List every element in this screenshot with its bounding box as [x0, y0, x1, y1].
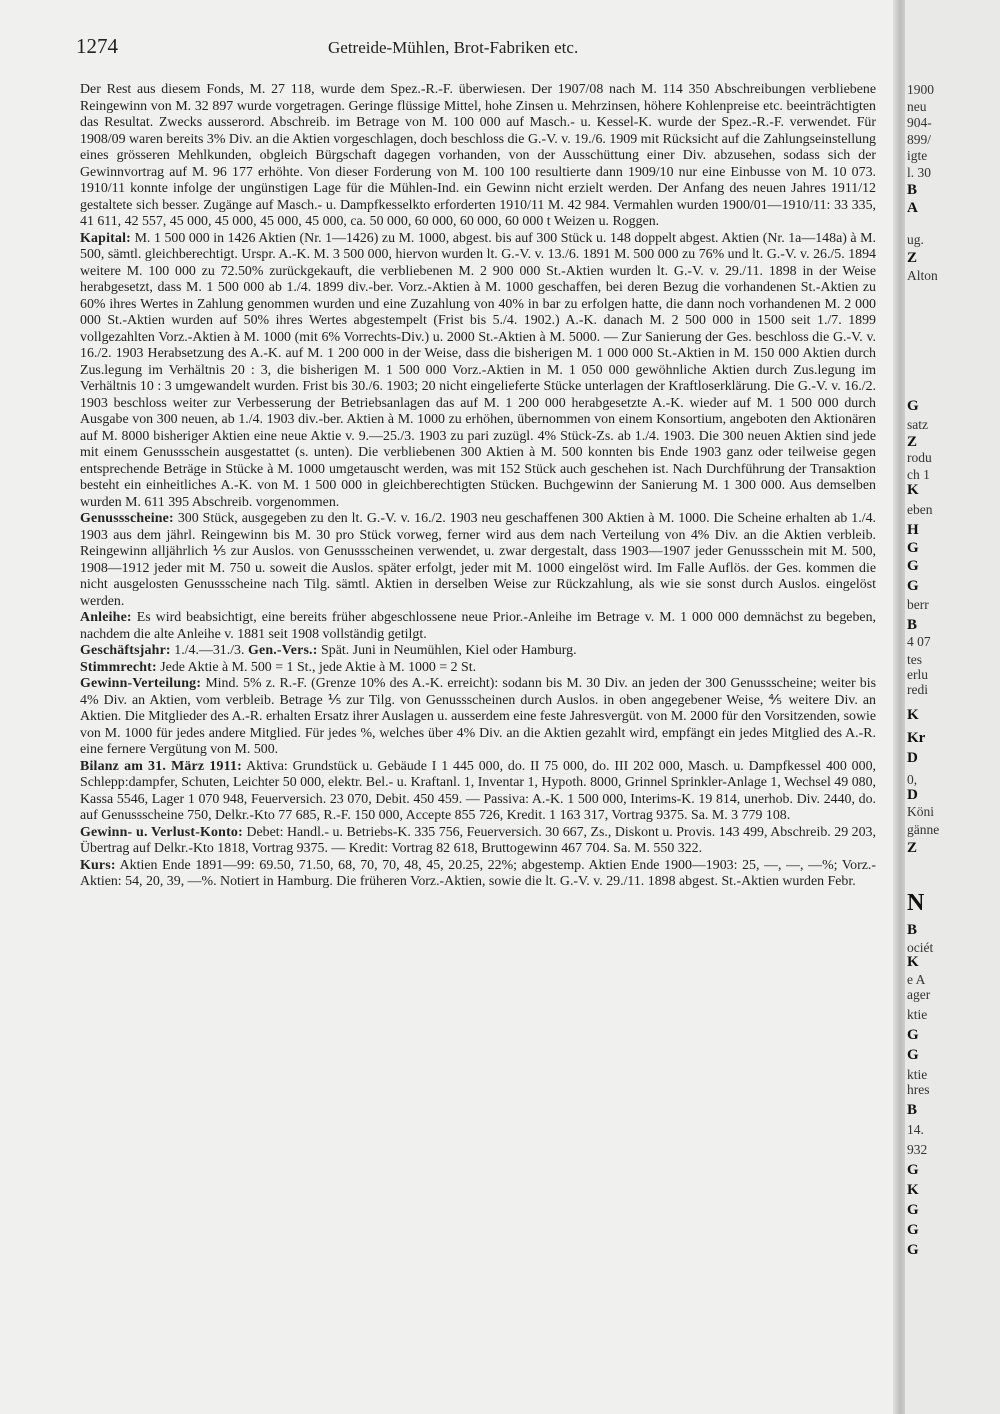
- section-label: Bilanz am 31. März 1911:: [80, 758, 242, 774]
- adjacent-page-fragment: G: [907, 540, 919, 556]
- paragraph: [80, 231, 876, 512]
- adjacent-page-fragment: l. 30: [907, 165, 932, 180]
- adjacent-page-fragment: H: [907, 522, 919, 538]
- adjacent-page-fragment: Z: [907, 434, 918, 450]
- adjacent-page-fragment: G: [907, 558, 919, 574]
- adjacent-page-fragment: eben: [907, 502, 933, 517]
- paragraph-text: 300 Stück, ausgegeben zu den lt. G.-V. v. 16./2. 1903 neu geschaffenen 300 Aktien à M. 1000. Die Scheine erhalten ab 1./4. 1903 aus dem jährl. Reingewinn bis M. 30 pro Stück vorweg, ferner wird aus dem nach Verteilung von 4% Div. an die Aktien verbleib. Reingewinn alljährlich ⅕ zur Auslos. von Genussscheinen verwendet, u. zwar dergestalt, dass 1903—1907 jeder Genussschein mit M. 500, 1908—1912 jeder mit M. 750 u. soweit die Auslos. später erfolgt, jeder mit M. 1000 eingelöst wird. Im Falle Auflös. der Ges. kommen die nicht ausgelosten Genussscheine nach Tilg. sämtl. Aktien in derselben Weise zur Rückzahlung, als wie sie sonst durch Auslos. eingelöst werden.: [80, 511, 876, 609]
- section-label: Anleihe:: [80, 610, 132, 625]
- adjacent-page-fragment: ociét: [907, 940, 934, 955]
- adjacent-page-fragment: 1900: [907, 82, 934, 97]
- adjacent-page-fragment: G: [907, 1027, 919, 1043]
- paragraph-text: Jede Aktie à M. 500 = 1 St., jede Aktie à M. 1000 = 2 St.: [160, 659, 477, 675]
- adjacent-page-fragments: [905, 82, 999, 1402]
- paragraph: [80, 676, 876, 759]
- adjacent-page-fragment: redi: [907, 682, 928, 697]
- paragraph: [80, 82, 876, 231]
- adjacent-page-fragment: neu: [907, 99, 927, 114]
- adjacent-page-fragment: e A: [907, 972, 926, 987]
- adjacent-page-fragment: tes: [907, 652, 922, 667]
- section-label: Gewinn- u. Verlust-Konto:: [80, 824, 243, 840]
- page-number: 1274: [76, 34, 118, 58]
- adjacent-page-fragment: igte: [907, 148, 928, 163]
- adjacent-page-fragment: 4 07: [907, 634, 931, 649]
- adjacent-page-fragment: G: [907, 398, 919, 414]
- adjacent-page-fragment: Z: [907, 840, 918, 856]
- adjacent-page-fragment: gänne: [907, 822, 940, 837]
- section-label: Kurs:: [80, 857, 116, 873]
- adjacent-page-fragment: ug.: [907, 232, 924, 247]
- adjacent-page-fragment: B: [907, 182, 918, 198]
- paragraph-text: Aktien Ende 1891—99: 69.50, 71.50, 68, 70, 70, 48, 45, 20.25, 22%; abgestemp. Aktien Ende 1900—1903: 25, —, —, —%; Vorz.-Aktien: 54, 20, 39, —%. Notiert in Hamburg. Die früheren Vorz.-Aktien, sowie die lt. G.-V. v. 29./11. 1898 abgest. St.-Aktien wurden Febr.: [80, 857, 876, 889]
- section-label: Gen.-Vers.:: [247, 643, 318, 658]
- paragraph-text: Der Rest aus diesem Fonds, M. 27 118, wurde dem Spez.-R.-F. überwiesen. Der 1907/08 nach M. 114 350 Abschreibungen verbliebene Reingewinn von M. 32 897 wurde vorgetragen. Geringe flüssige Mittel, hohe Zinsen u. Mehrzinsen, höhere Kohlenpreise etc. beeinträchtigten das Resultat. Zwecks ausserord. Abschreib. im Betrage von M. 100 000 auf Masch.- u. Kessel-K. wurde der Spez.-R.-F. verwendet. Für 1908/09 waren bereits 3% Div. an die Aktien vorgeschlagen, doch beschloss die G.-V. v. 19./6. 1909 mit Rücksicht auf die Zahlungseinstellung eines grösseren Mehlkunden, obgleich Bürgschaft dagegen vorhanden, von der Ausschüttung einer Div. abzusehen, sodass sich der Gewinnvortrag auf M. 96 177 erhöhte. Von dieser Forderung von M. 100 100 resultierte dann 1909/10 nur eine Einbusse von M. 10 073. 1910/11 konnte infolge der ungünstigen Lage für die Mühlen-Ind. ein Gewinn nicht erzielt werden. Der Anfang des neuen Jahres 1911/12 gestaltete sich besser. Zugänge auf Masch.- u. Dampfkesselkto erforderten 1910/11 M. 42 984. Vermahlen wurden 1900/01—1910/11: 33 335, 41 611, 42 557, 45 000, 45 000, 45 000, 45 000, ca. 50 000, 60 000, 60 000, 60 000 t Weizen u. Roggen.: [80, 82, 876, 229]
- paragraph: [80, 643, 876, 660]
- section-label: Geschäftsjahr:: [80, 643, 171, 658]
- section-label: Gewinn-Verteilung:: [80, 676, 202, 691]
- paragraph: [80, 610, 876, 643]
- adjacent-page-fragment: ch 1: [907, 467, 930, 482]
- adjacent-page-fragment: satz: [907, 417, 928, 432]
- adjacent-page-fragment: G: [907, 1222, 919, 1238]
- adjacent-page-strip: [905, 0, 1000, 1414]
- adjacent-page-fragment: K: [907, 482, 919, 498]
- adjacent-page-fragment: rodu: [907, 450, 932, 465]
- paragraph-text: M. 1 500 000 in 1426 Aktien (Nr. 1—1426) zu M. 1000, abgest. bis auf 300 Stück u. 148 doppelt abgest. Aktien (Nr. 1a—148a) à M. 500, sämtl. gleichberechtigt. Urspr. A.-K. M. 3 500 000, hiervon wurden lt. G.-V. v. 13./6. 1891 M. 500 000 zu 76% und lt. G.-V. v. 26./5. 1894 weitere M. 100 000 zu 72.50% zurückgekauft, die verbliebenen M. 2 900 000 St.-Aktien wurden lt. G.-V. v. 29./11. 1898 in der Weise herabgesetzt, dass M. 1 500 000 ab 1./4. 1899 div.-ber. Vorz.-Aktien à M. 1000 geschaffen, bei deren Bezug die vorhandenen St.-Aktien zu 60% ihres Wertes in Zahlung genommen wurden und eine Zuzahlung von 40% in bar zu erfolgen hatte, die dann noch vorhandenen M. 2 000 000 St.-Aktien wurden auf 50% ihres Wertes abgestempelt (Frist bis 5./4. 1902.) A.-K. danach M. 2 500 000 in 1500 seit 1./7. 1899 vollgezahlten Vorz.-Aktien à M. 1000 (mit 6% Vorrechts-Div.) u. 2000 St.-Aktien à M. 5000. — Zur Sanierung der Ges. beschloss die G.-V. v. 16./2. 1903 Herabsetzung des A.-K. auf M. 1 200 000 in der Weise, dass die bisherigen M. 1 000 000 St.-Aktien in M. 150 000 Aktien durch Zus.legung im Verhältnis 20 : 3, die bisherigen M. 1 500 000 Vorz.-Aktien in M. 1 050 000 gewöhnliche Aktien durch Zus.legung im Verhältnis 10 : 3 umgewandelt wurden. Frist bis 30./6. 1903; 20 nicht eingelieferte Stücke unterlagen der Kraftloserklärung. Die G.-V. v. 16./2. 1903 beschloss weiter zur Verbesserung der Betriebsanlagen das auf M. 1 200 000 herabgesetzte A.-K. wieder auf M. 1 500 000 durch Ausgabe von 300 neuen, ab 1./4. 1903 div.-ber. Aktien à M. 1000 zu erhöhen, übernommen von einem Konsortium, angeboten den Aktionären auf M. 8000 bisheriger Aktien eine neue Aktie v. 9.—25./3. 1903 zu pari zuzügl. 4% Stück-Zs. ab 1./4. 1903. Die 300 neuen Aktien sind jede mit einem Genussschein ausgestattet (s. unten). Die verbliebenen 300 Aktien à M. 500 konnten bis Ende 1903 ganz oder teilweise gegen entsprechende Beträge in Stücke à M. 1000 umgetauscht werden, was mit 152 Stück auch geschehen ist. Nach Durchführung der Transaktion besteht ein einheitliches A.-K. von M. 1 500 000 in gleichberechtigten Stücken. Buchgewinn der Sanierung M. 1 300 000. Aus demselben wurden M. 611 395 Abschreib. vorgenommen.: [80, 230, 876, 510]
- running-title: Getreide-Mühlen, Brot-Fabriken etc.: [328, 38, 579, 57]
- paragraph: [80, 511, 876, 610]
- adjacent-page-fragment: D: [907, 787, 918, 803]
- adjacent-page-fragment: K: [907, 1182, 919, 1198]
- adjacent-page-fragment: ager: [907, 987, 931, 1002]
- paragraph-text: Es wird beabsichtigt, eine bereits früher abgeschlossene neue Prior.-Anleihe im Betrage v. M. 1 000 000 demnächst zu begeben, nachdem die alte Anleihe v. 1881 seit 1908 vollständig getilgt.: [80, 610, 876, 642]
- paragraph: [80, 759, 876, 825]
- paragraph-text: Aktiva: Grundstück u. Gebäude I 1 445 000, do. II 75 000, do. III 202 000, Masch. u. Dampfkessel 400 000, Schlepp:dampfer, Schuten, Leichter 50 000, elektr. Bel.- u. Kraftanl. 1, Inventar 1, Hypoth. 8000, Grinnel Sprinkler-Anlage 1, Wechsel 49 080, Kassa 5546, Lager 1 070 948, Feuerversich. 23 070, Debit. 450 459. — Passiva: A.-K. 1 500 000, Interims-K. 19 814, unerhob. Div. 2440, do. auf Genussscheine 750, Delkr.-Kto 77 685, R.-F. 150 000, Accepte 855 726, Kredit. 1 163 317, Vortrag 9375. Sa. M. 3 779 108.: [80, 758, 876, 823]
- adjacent-page-fragment: D: [907, 750, 918, 766]
- adjacent-page-fragment: G: [907, 1047, 919, 1063]
- adjacent-page-fragment: G: [907, 578, 919, 594]
- adjacent-page-fragment: erlu: [907, 667, 928, 682]
- paragraph: [80, 858, 876, 891]
- paragraph: [80, 660, 876, 677]
- adjacent-page-fragment: K: [907, 707, 919, 723]
- paragraph-text: Spät. Juni in Neumühlen, Kiel oder Hamburg.: [321, 643, 577, 658]
- adjacent-page-fragment: ktie: [907, 1067, 928, 1082]
- main-text-column: [80, 82, 876, 891]
- adjacent-page-fragment: G: [907, 1242, 919, 1258]
- adjacent-page-fragment: Kr: [907, 730, 926, 746]
- adjacent-page-fragment: B: [907, 922, 918, 938]
- adjacent-page-fragment: ktie: [907, 1007, 928, 1022]
- paragraph-text: Mind. 5% z. R.-F. (Grenze 10% des A.-K. erreicht): sodann bis M. 30 Div. an jeden der 300 Genussscheine; weiter bis 4% Div. an Aktien, vom verbleib. Betrage ⅕ zur Tilg. von Genussscheinen durch Auslos. in oben angegebener Weise, ⅘ weitere Div. an Aktien. Die Mitglieder des A.-R. erhalten Ersatz ihrer Auslagen u. ausserdem eine feste Jahresvergüt. von M. 2000 für den Vorsitzenden, sowie von M. 1000 für jedes andere Mitglied. Für jedes %, welches über 4% Div. an die Aktien gezahlt wird, empfängt ein jedes Mitglied des A.-R. eine fernere Vergütung von M. 500.: [80, 676, 876, 757]
- adjacent-page-fragment: N: [907, 890, 925, 916]
- paragraph: [80, 825, 876, 858]
- adjacent-page-fragment: 899/: [907, 132, 932, 147]
- adjacent-page-fragment: G: [907, 1162, 919, 1178]
- adjacent-page-fragment: 932: [907, 1142, 928, 1157]
- section-label: Stimmrecht:: [80, 659, 157, 675]
- adjacent-page-fragment: B: [907, 1102, 918, 1118]
- paragraph-text: Debet: Handl.- u. Betriebs-K. 335 756, Feuerversich. 30 667, Zs., Diskont u. Provis. 143 499, Abschreib. 29 203, Übertrag auf Delkr.-Kto 1818, Vortrag 9375. — Kredit: Vortrag 82 618, Bruttogewinn 467 704. Sa. M. 550 322.: [80, 824, 876, 856]
- adjacent-page-fragment: 0,: [907, 772, 918, 787]
- adjacent-page-fragment: Z: [907, 250, 918, 266]
- adjacent-page-fragment: 14.: [907, 1122, 924, 1137]
- adjacent-page-fragment: Köni: [907, 804, 934, 819]
- section-label: Kapital:: [80, 230, 131, 246]
- adjacent-page-fragment: Alton: [907, 268, 938, 283]
- adjacent-page-fragment: G: [907, 1202, 919, 1218]
- adjacent-page-fragment: hres: [907, 1082, 930, 1097]
- paragraph-text: 1./4.—31./3.: [174, 643, 245, 658]
- adjacent-page-fragment: berr: [907, 597, 929, 612]
- adjacent-page-fragment: A: [907, 200, 918, 216]
- adjacent-page-fragment: 904-: [907, 115, 932, 130]
- adjacent-page-fragment: B: [907, 617, 918, 633]
- page-header: [76, 34, 876, 62]
- adjacent-page-fragment: K: [907, 954, 919, 970]
- section-label: Genussscheine:: [80, 511, 174, 526]
